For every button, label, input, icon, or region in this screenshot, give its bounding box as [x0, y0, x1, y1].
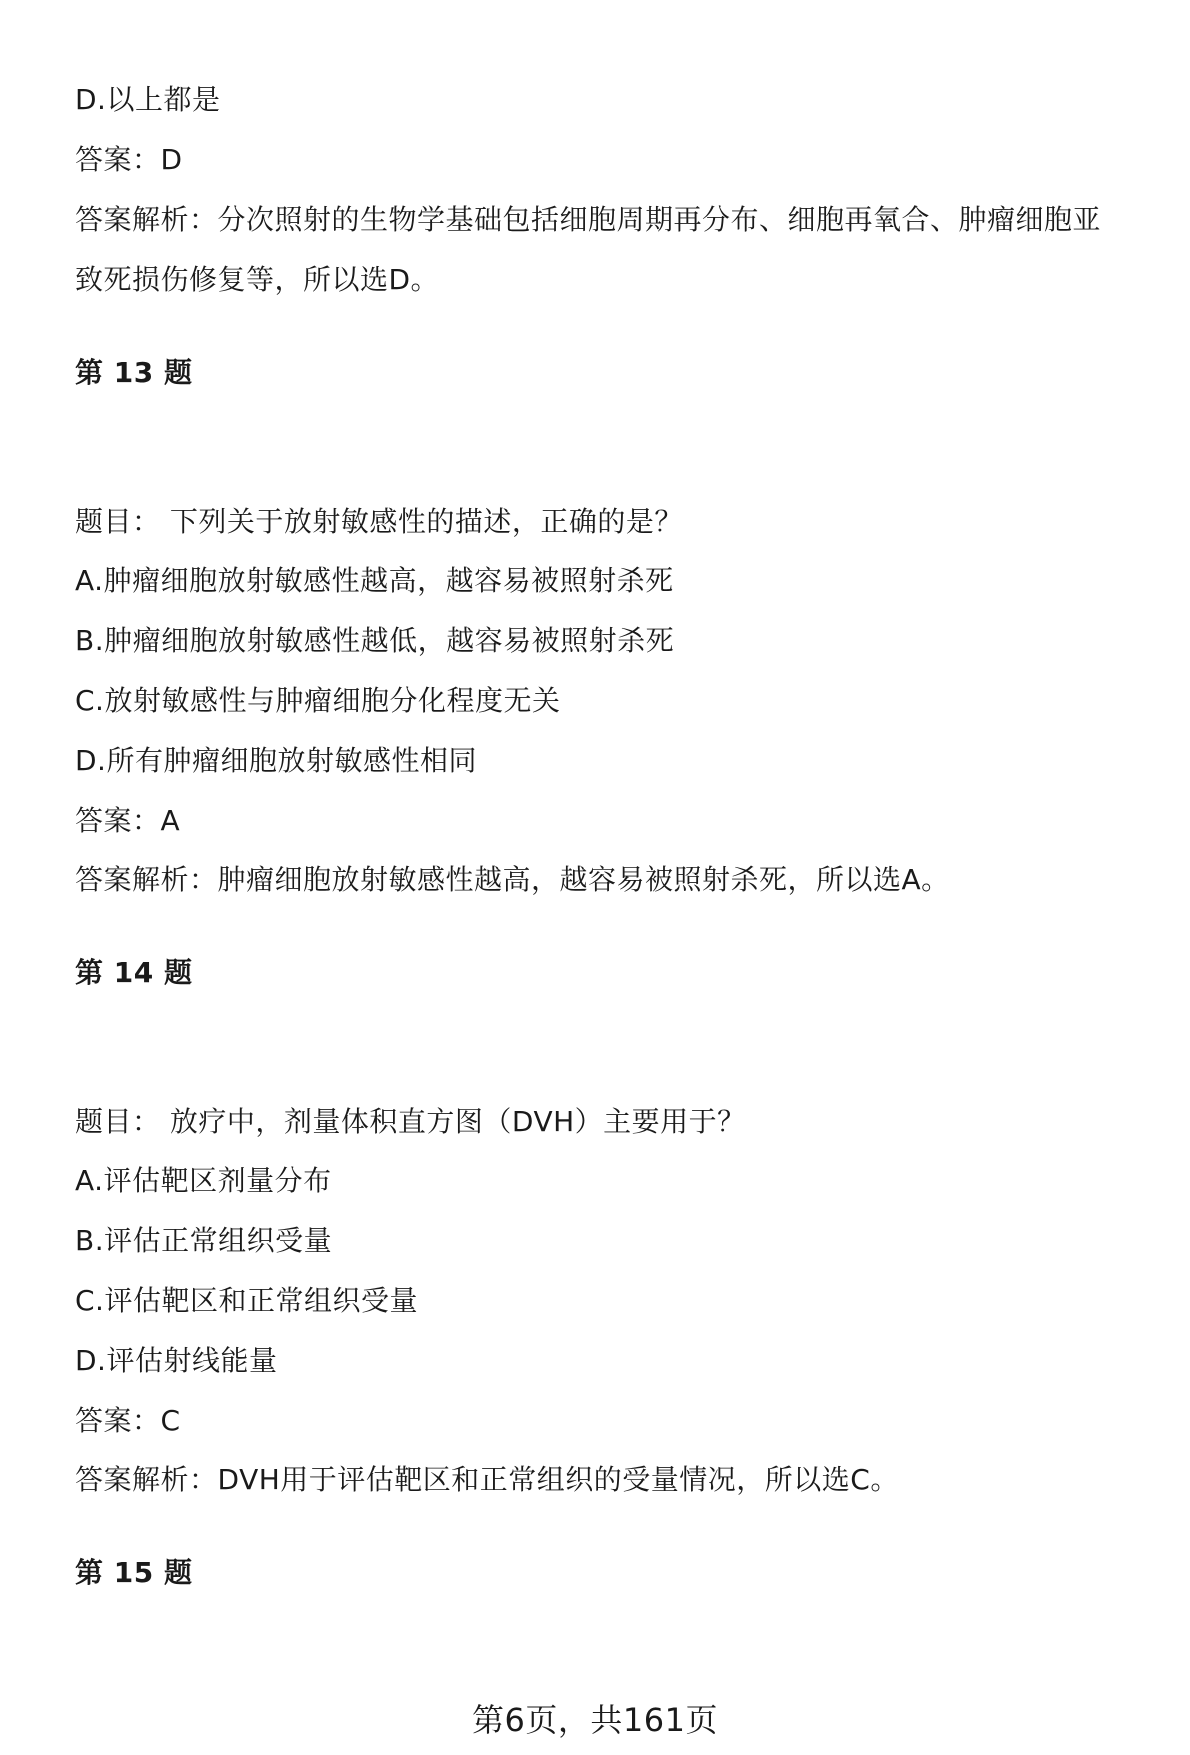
page-footer: 第6页，共161页 — [472, 1701, 718, 1739]
q14-heading: 第 14 题 — [75, 956, 193, 989]
q13-analysis: 答案解析：肿瘤细胞放射敏感性越高，越容易被照射杀死，所以选A。 — [75, 863, 950, 896]
q13-heading: 第 13 题 — [75, 356, 193, 389]
prev-option-d: D.以上都是 — [75, 83, 221, 116]
prev-analysis-line1: 答案解析：分次照射的生物学基础包括细胞周期再分布、细胞再氧合、肿瘤细胞亚 — [75, 203, 1102, 236]
q13-option-c: C.放射敏感性与肿瘤细胞分化程度无关 — [75, 684, 561, 717]
q14-stem: 题目： 放疗中，剂量体积直方图（DVH）主要用于？ — [75, 1105, 746, 1138]
prev-analysis-line2: 致死损伤修复等，所以选D。 — [75, 263, 440, 296]
q13-option-d: D.所有肿瘤细胞放射敏感性相同 — [75, 744, 477, 777]
q13-option-b: B.肿瘤细胞放射敏感性越低，越容易被照射杀死 — [75, 624, 675, 657]
q15-heading: 第 15 题 — [75, 1556, 193, 1589]
q13-stem: 题目： 下列关于放射敏感性的描述，正确的是？ — [75, 505, 683, 538]
q14-option-d: D.评估射线能量 — [75, 1344, 278, 1377]
q14-analysis: 答案解析：DVH用于评估靶区和正常组织的受量情况，所以选C。 — [75, 1463, 899, 1496]
q14-answer: 答案：C — [75, 1404, 181, 1437]
q13-option-a: A.肿瘤细胞放射敏感性越高，越容易被照射杀死 — [75, 564, 674, 597]
q13-answer: 答案：A — [75, 804, 181, 837]
prev-answer: 答案：D — [75, 143, 183, 176]
q14-option-a: A.评估靶区剂量分布 — [75, 1164, 332, 1197]
q14-option-c: C.评估靶区和正常组织受量 — [75, 1284, 418, 1317]
q14-option-b: B.评估正常组织受量 — [75, 1224, 333, 1257]
